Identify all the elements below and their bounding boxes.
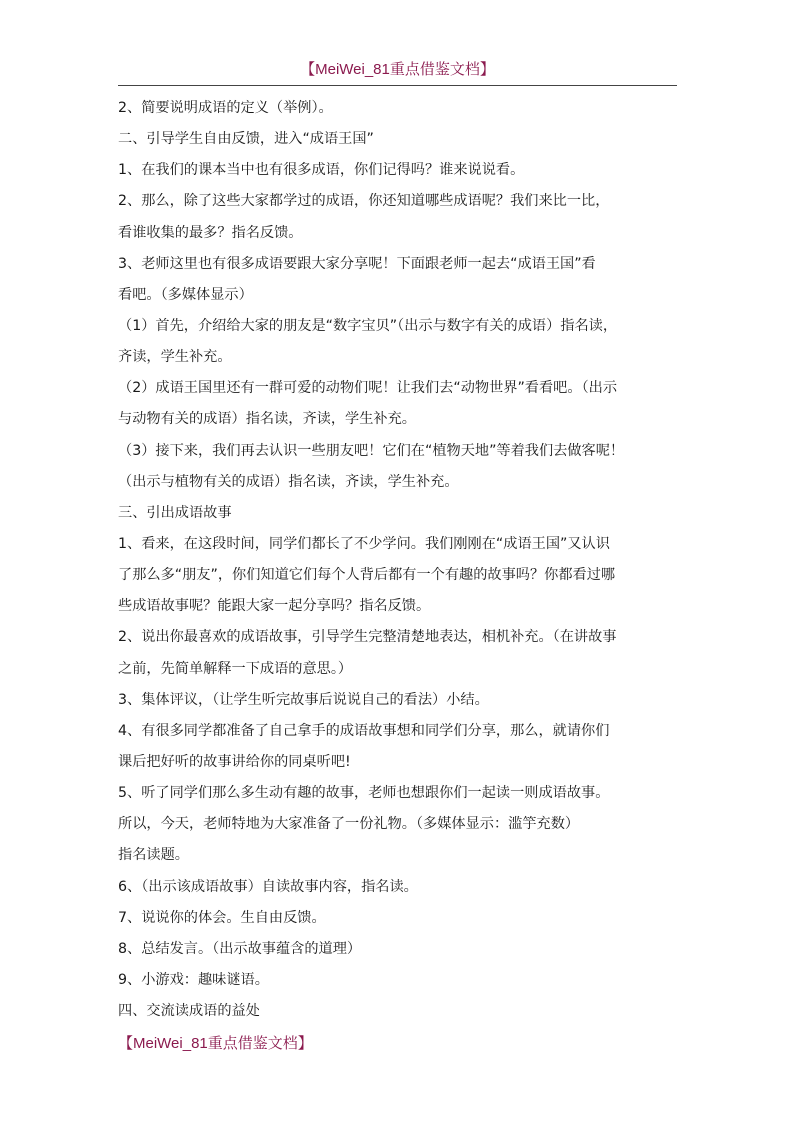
text-line: 些成语故事呢？能跟大家一起分享吗？指名反馈。 <box>118 598 431 615</box>
text-line: 齐读，学生补充。 <box>118 349 232 366</box>
text-line: 四、交流读成语的益处 <box>118 1003 260 1020</box>
text-line: （1）首先，介绍给大家的朋友是“数字宝贝”（出示与数字有关的成语）指名读， <box>118 317 618 334</box>
page-header <box>118 58 677 82</box>
text-line: 3、老师这里也有很多成语要跟大家分享呢！下面跟老师一起去“成语王国”看 <box>118 255 596 272</box>
text-line: 2、说出你最喜欢的成语故事，引导学生完整清楚地表达，相机补充。（在讲故事 <box>118 629 617 646</box>
text-line: 二、引导学生自由反馈，进入“成语王国” <box>118 131 374 148</box>
text-line: 看吧。（多媒体显示） <box>118 286 253 303</box>
text-line: 9、小游戏：趣味谜语。 <box>118 971 269 988</box>
header-divider <box>118 85 677 86</box>
text-line: 之前，先简单解释一下成语的意思。） <box>118 660 353 677</box>
text-line: 与动物有关的成语）指名读，齐读，学生补充。 <box>118 411 416 428</box>
text-line: 了那么多“朋友”，你们知道它们每个人背后都有一个有趣的故事吗？你都看过哪 <box>118 567 616 584</box>
text-line: （3）接下来，我们再去认识一些朋友吧！它们在“植物天地”等着我们去做客呢！ <box>118 442 625 459</box>
text-line: 6、（出示该成语故事）自读故事内容，指名读。 <box>118 878 418 895</box>
text-line: 三、引出成语故事 <box>118 504 232 521</box>
header-text: 【MeiWei_81重点借鉴文档】 <box>300 61 495 78</box>
text-line: 1、在我们的课本当中也有很多成语，你们记得吗？谁来说说看。 <box>118 162 525 179</box>
text-line: 所以，今天，老师特地为大家准备了一份礼物。（多媒体显示：滥竽充数） <box>118 816 580 833</box>
text-line: 看谁收集的最多？指名反馈。 <box>118 224 303 241</box>
text-line: （2）成语王国里还有一群可爱的动物们呢！让我们去“动物世界”看看吧。（出示 <box>118 380 618 397</box>
footer-text: 【MeiWei_81重点借鉴文档】 <box>118 1035 313 1052</box>
text-line: 8、总结发言。（出示故事蕴含的道理） <box>118 940 362 957</box>
document-body <box>118 93 690 1027</box>
text-line: 3、集体评议，（让学生听完故事后说说自己的看法）小结。 <box>118 691 489 708</box>
text-line: 7、说说你的体会。生自由反馈。 <box>118 909 326 926</box>
text-line: 2、那么，除了这些大家都学过的成语，你还知道哪些成语呢？我们来比一比， <box>118 193 610 210</box>
text-line: 2、简要说明成语的定义（举例）。 <box>118 100 333 116</box>
text-line: 指名读题。 <box>118 847 189 864</box>
text-line: 1、看来，在这段时间，同学们都长了不少学问。我们刚刚在“成语王国”又认识 <box>118 535 610 552</box>
text-line: 5、听了同学们那么多生动有趣的故事，老师也想跟你们一起读一则成语故事。 <box>118 785 610 802</box>
page-footer <box>118 1032 313 1056</box>
text-line: 4、有很多同学都准备了自己拿手的成语故事想和同学们分享，那么，就请你们 <box>118 722 610 739</box>
text-line: （出示与植物有关的成语）指名读，齐读，学生补充。 <box>118 473 459 490</box>
text-line: 课后把好听的故事讲给你的同桌听吧! <box>118 753 351 770</box>
